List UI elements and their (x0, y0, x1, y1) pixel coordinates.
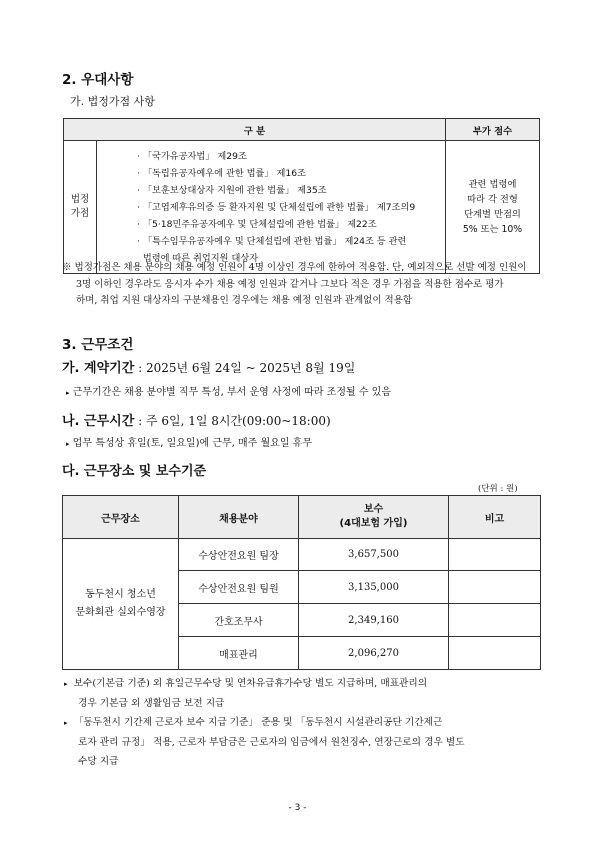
triangle-bullet-icon: ▸ (64, 719, 68, 727)
law-item: 법령에 따른 취업지원 대상자 (137, 252, 259, 264)
pay-cell: 2,096,270 (299, 637, 449, 670)
place-heading: 다. 근무장소 및 보수기준 (62, 464, 207, 479)
pay-cell: 3,135,000 (299, 571, 449, 604)
pay-table (62, 495, 541, 670)
header-field: 채용분야 (179, 496, 299, 539)
law-item: · 「보훈보상대상자 지원에 관한 법률」 제35조 (137, 184, 327, 196)
pay-notes (64, 674, 544, 771)
pay-cell: 2,349,160 (299, 604, 449, 637)
note-cell (449, 539, 541, 571)
contract-note (66, 383, 391, 398)
pay-note-line (64, 674, 544, 694)
pay-note-line (64, 713, 544, 733)
pay-note-line: 경우 기본급 외 생활임금 보전 지급 (78, 698, 225, 709)
field-cell: 수상안전요원 팀장 (179, 539, 299, 571)
law-item: · 「특수임무유공자예우 및 단체설립에 관한 법률」 제24조 등 관련 (137, 235, 407, 247)
law-item: · 「국가유공자법」 제29조 (137, 150, 247, 162)
contract-heading: 가. 계약기간 (62, 361, 135, 376)
pay-note-text: 보수(기본급 기준) 외 휴일근무수당 및 연차유급휴가수당 별도 지급하며, 매표관리의 (73, 678, 428, 689)
pay-note-line: 수당 지급 (78, 756, 119, 767)
law-item: · 「5·18민주유공자예우 및 단체설립에 관한 법률」 제22조 (137, 218, 377, 230)
header-note: 비고 (449, 496, 541, 539)
work-hours (62, 410, 331, 429)
note-cell (449, 604, 541, 637)
field-cell: 간호조무사 (179, 604, 299, 637)
place-cell: 동두천시 청소년 문화회관 실외수영장 (63, 539, 179, 670)
law-list (97, 141, 446, 274)
field-cell: 매표관리 (179, 637, 299, 670)
note-cell (449, 637, 541, 670)
hours-value: : 주 6일, 1일 8시간(09:00~18:00) (134, 414, 331, 428)
contract-period (62, 357, 355, 376)
note-line: 하며, 취업 지원 대상자의 구분채용인 경우에는 채용 예정 인원과 관계없이 적용함 (76, 295, 413, 306)
header-pay (299, 496, 449, 539)
note-line: ※ 법정가점은 채용 분야의 채용 예정 인원이 4명 이상인 경우에 한하여 적용함. 단, 예외적으로 선발 예정 인원이 (62, 262, 527, 273)
law-item: · 「독립유공자예우에 관한 법률」 제16조 (137, 167, 306, 179)
contract-note-text: 근무기간은 채용 분야별 직무 특성, 부서 운영 사정에 따라 조정될 수 있음 (72, 387, 391, 398)
section-2-title: 2. 우대사항 (62, 72, 134, 88)
section-2-subtitle: 가. 법정가점 사항 (70, 95, 155, 108)
pay-note-line: 로자 관리 규정」 적용, 근로자 부담금은 근로자의 임금에서 원천징수, 연장근로의 경우 별도 (78, 737, 465, 748)
note-line: 3명 이하인 경우라도 응시자 수가 채용 예정 인원과 같거나 그보다 적은 경우 가점을 적용한 점수로 평가 (76, 278, 504, 290)
legal-note (62, 260, 552, 310)
note-cell (449, 571, 541, 604)
hours-heading: 나. 근무시간 (62, 414, 135, 429)
hours-note-text: 업무 특성상 휴일(토, 일요일)에 근무, 매주 월요일 휴무 (72, 438, 312, 449)
table-header-category: 구 분 (64, 119, 446, 141)
pay-cell: 3,657,500 (299, 539, 449, 571)
header-place: 근무장소 (63, 496, 179, 539)
preference-table (63, 118, 540, 274)
triangle-bullet-icon: ▸ (66, 440, 70, 448)
contract-value: : 2025년 6월 24일 ~ 2025년 8월 19일 (134, 361, 356, 375)
unit-label: (단위 : 원) (478, 484, 518, 494)
page-number: - 3 - (288, 803, 307, 813)
section-3-title: 3. 근무조건 (62, 337, 134, 353)
law-item: · 「고엽제후유의증 등 환자지원 및 단체설립에 관한 법률」 제7조의9 (137, 201, 416, 213)
header-pay-sub: (4대보험 가입) (339, 518, 408, 529)
field-cell: 수상안전요원 팀원 (179, 571, 299, 604)
table-header-score: 부가 점수 (446, 119, 540, 141)
pay-note-text: 「동두천시 기간제 근로자 보수 지급 기준」 준용 및 「동두천시 시설관리공단 기간제근 (73, 717, 443, 728)
score-cell: 관련 법령에 따라 각 전형 단계별 만점의 5% 또는 10% (446, 141, 540, 274)
row-label: 법정 가점 (64, 141, 97, 274)
triangle-bullet-icon: ▸ (64, 680, 68, 688)
triangle-bullet-icon: ▸ (66, 389, 70, 397)
hours-note (66, 434, 312, 449)
header-pay-title: 보수 (363, 504, 384, 515)
